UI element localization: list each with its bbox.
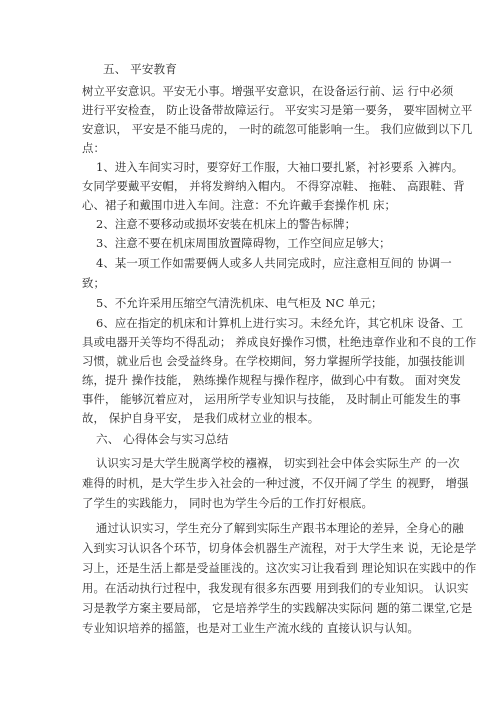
section-5-line-1: 树立平安意识。平安无小事。增强平安意识，在设备运行前、运 行中必须 [82, 84, 454, 98]
section-6-line-9: 专业知识培养的摇篮，也是对工业生产流水线的 直接认识与认知。 [82, 621, 419, 635]
section-6-line-7: 用。在活动执行过程中，我发现有很多东西要 用到我们的专业知识。 认识实 [82, 581, 469, 595]
section-6-line-8: 习是教学方案主要局部， 它是培养学生的实践解决实际问 题的第二课堂,它是 [82, 601, 473, 615]
section-5-line-11: 致； [82, 276, 105, 290]
section-5-line-16: 练，提升 操作技能， 熟练操作规程与操作程序，做到心中有数。 面对突发 [82, 373, 461, 387]
section-5-line-8: 2、注意不要移动或损坏安装在机床上的警告标牌； [96, 217, 357, 231]
section-5-line-12: 5、不允许采用压缩空气清洗机床、电气柜及 NC 单元； [96, 296, 383, 310]
section-5-line-3: 安意识， 平安是不能马虎的， 一时的疏忽可能影响一生。 我们应做到以下几 [82, 122, 473, 136]
section-5-line-18: 故， 保护自身平安， 是我们成材立业的根本。 [82, 411, 320, 425]
section-6-line-6: 习上，还是生活上都是受益匪浅的。这次实习让我看到 理论知识在实践中的作 [82, 561, 477, 575]
section-6-line-3: 了学生的实践能力， 同时也为学生今后的工作打好根底。 [82, 496, 373, 510]
section-5-line-4: 点： [82, 141, 105, 155]
section-5-line-9: 3、注意不要在机床周围放置障碍物，工作空间应足够大； [96, 236, 391, 250]
section-6-line-4: 通过认识实习，学生充分了解到实际生产跟书本理论的差异，全身心的融 [96, 521, 464, 535]
section-6-line-5: 入到实习认识各个环节，切身体会机器生产流程，对于大学生来 说，无论是学 [82, 541, 477, 555]
section-5-heading: 五、 平安教育 [103, 62, 177, 76]
section-5-line-15: 习惯，就业后也 会受益终身。在学校期间，努力掌握所学技能，加强技能训 [82, 354, 465, 368]
section-5-line-2: 进行平安检查， 防止设备带故障运行。 平安实习是第一要务， 要牢固树立平 [82, 103, 473, 117]
section-5-line-5: 1、进入车间实习时，要穿好工作服，大袖口要扎紧，衬衫要系 入裤内。 [96, 160, 464, 174]
section-6-line-2: 难得的时机，是大学生步入社会的一种过渡，不仅开阔了学生 的视野， 增强 [82, 476, 469, 490]
section-5-line-10: 4、某一项工作如需要俩人或多人共同完成时，应注意相互间的 协调一 [96, 256, 452, 270]
section-6-line-1: 认识实习是大学生脱离学校的襁褓， 切实到社会中体会实际生产 的一次 [96, 456, 460, 470]
section-5-line-7: 心、裙子和戴围巾进入车间。注意：不允许戴手套操作机 床； [82, 198, 396, 212]
section-5-line-14: 具或电器开关等均不得乱动； 养成良好操作习惯，杜绝违章作业和不良的工作 [82, 335, 477, 349]
section-6-heading: 六、 心得体会与实习总结 [96, 432, 229, 446]
section-5-line-17: 事件， 能够沉着应对， 运用所学专业知识与技能， 及时制止可能发生的事 [82, 392, 461, 406]
section-5-line-13: 6、应在指定的机床和计算机上进行实习。未经允许，其它机床 设备、工 [96, 316, 464, 330]
section-5-line-6: 女同学要戴平安帽， 并将发辫纳入帽内。 不得穿凉鞋、 拖鞋、 高跟鞋、背 [82, 179, 465, 193]
